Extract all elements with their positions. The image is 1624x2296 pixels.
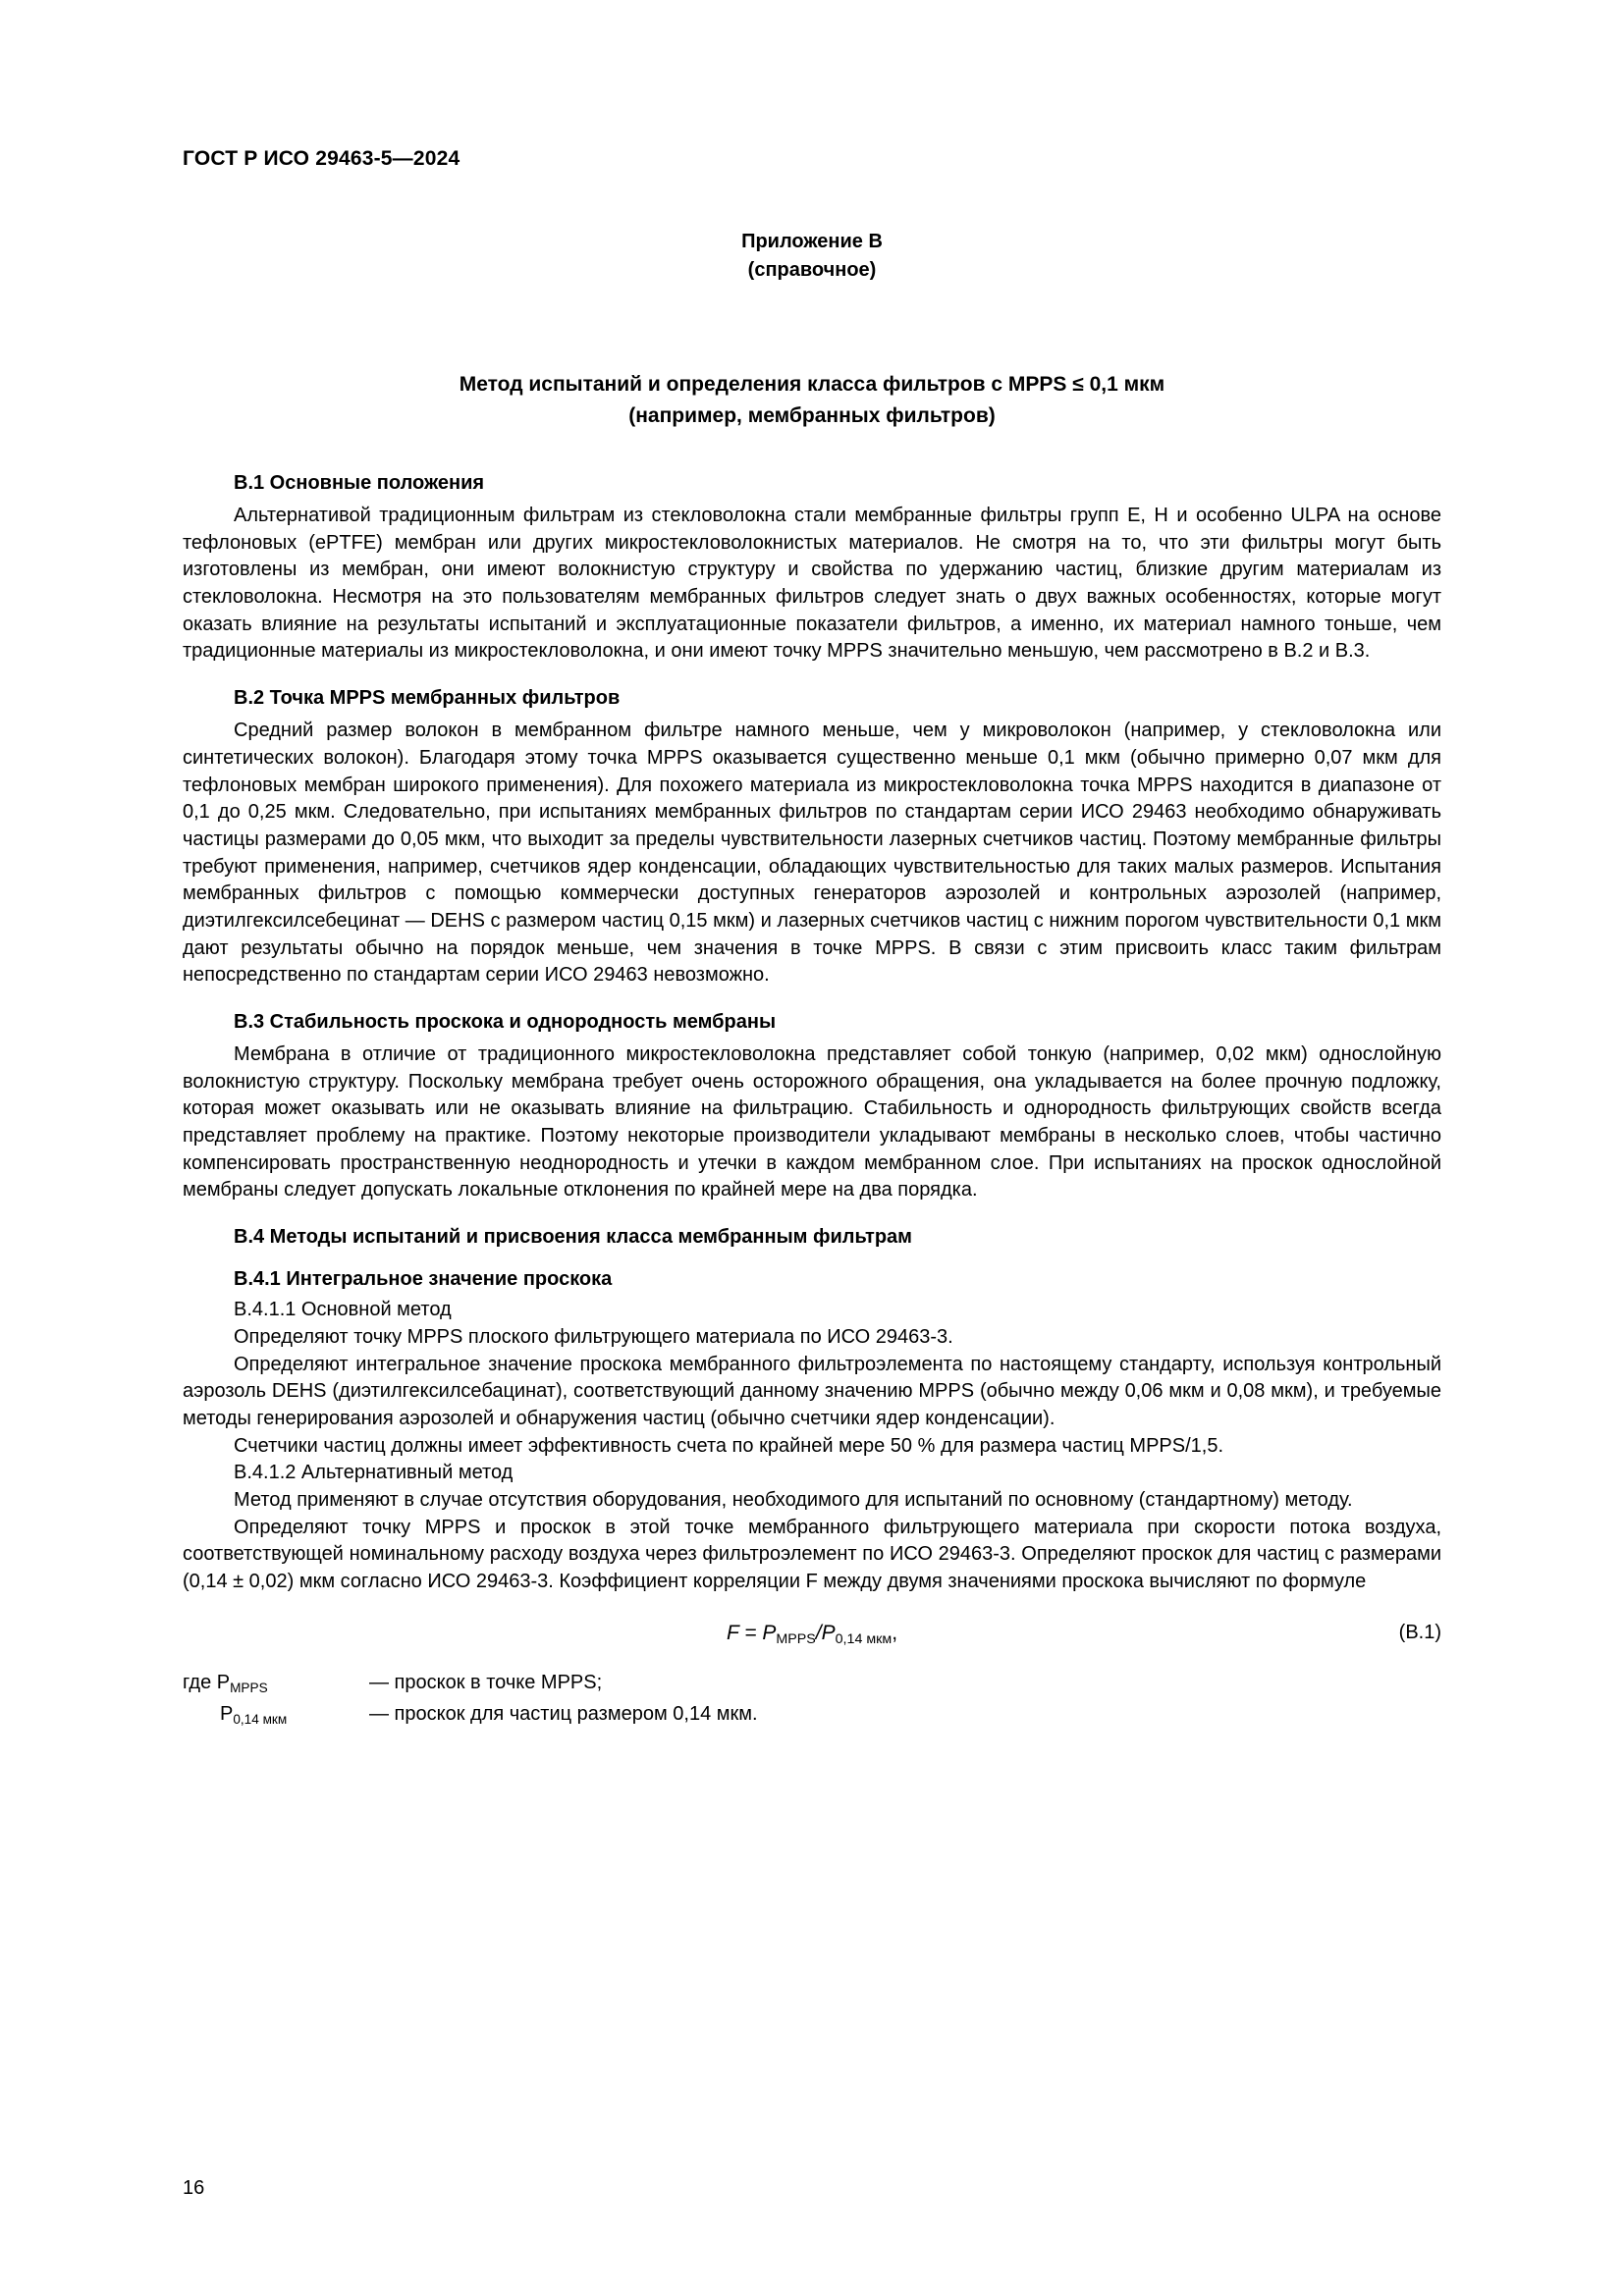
formula-part2: /P <box>815 1621 836 1644</box>
annex-main-title-line2: (например, мембранных фильтров) <box>628 403 996 427</box>
formula-def2-text: — проскок для частиц размером 0,14 мкм. <box>369 1702 758 1725</box>
formula-definition-1 <box>183 1667 1441 1698</box>
formula-part1: F = P <box>726 1621 777 1644</box>
section-b411-line2: Определяют точку MPPS плоского фильтрующего материала по ИСО 29463-3. <box>234 1325 953 1348</box>
formula-sub2: 0,14 мкм <box>835 1631 893 1648</box>
section-b3-paragraph: Мембрана в отличие от традиционного микростекловолокна представляет собой тонкую (например, 0,02 мкм) однослойную волокнистую структуру. Поскольку мембрана требует очень осторожного обращения, она укладывается на более прочную подложку, которая может оказывать или не оказывать влияние на фильтрацию. Стабильность и однородность фильтрующих свойств всегда представляет проблему на практике. Поэтому некоторые производители укладывают мембраны в несколько слоев, чтобы частично компенсировать пространственную неоднородность и утечки в каждом мембранном слое. При испытаниях на проскок однослойной мембраны следует допускать локальные отклонения по крайней мере на два порядка. <box>183 1043 1441 1201</box>
section-b411-label: В.4.1.1 Основной метод <box>234 1299 452 1321</box>
formula-def1-text: — проскок в точке MPPS; <box>369 1671 603 1693</box>
formula-where-label: где <box>183 1671 212 1693</box>
section-b412-paragraph2: Определяют точку MPPS и проскок в этой точке мембранного фильтрующего материала при скорости потока воздуха, соответствующей номинальному расходу воздуха через фильтроэлемент по ИСО 29463-3. Определяют проскок для частиц с размерами (0,14 ± 0,02) мкм согласно ИСО 29463-3. Коэффициент корреляции F между двумя значениями проскока вычисляют по формуле <box>183 1516 1441 1592</box>
section-b1-paragraph: Альтернативой традиционным фильтрам из стекловолокна стали мембранные фильтры групп E, H и особенно ULPA на основе тефлоновых (ePTFE) мембран или других микростекловолокнистых материалов. Не смотря на то, что эти фильтры могут быть изготовлены из мембран, они имеют волокнистую структуру и свойства по удержанию частиц, близкие другим материалам из стекловолокна. Несмотря на это пользователям мембранных фильтров следует знать о двух важных особенностях, которые могут оказать влияние на результаты испытаний и эксплуатационные показатели фильтров, а именно, их материал намного тоньше, чем традиционные материалы из микростекловолокна, и они имеют точку MPPS значительно меньшую, чем рассмотрено в В.2 и В.3. <box>183 505 1441 663</box>
formula-def1-symbol: P <box>216 1671 231 1693</box>
formula-def2-symbol: P <box>220 1702 234 1725</box>
section-heading-b1: В.1 Основные положения <box>234 472 485 494</box>
formula-def1-sub: MPPS <box>230 1681 268 1696</box>
section-heading-b41: В.4.1 Интегральное значение проскока <box>234 1268 613 1291</box>
formula-number: (В.1) <box>1398 1621 1441 1643</box>
page-number: 16 <box>183 2177 205 2199</box>
annex-subtitle: (справочное) <box>747 259 877 281</box>
annex-main-title <box>183 369 1441 431</box>
section-heading-b2: В.2 Точка MPPS мембранных фильтров <box>234 687 621 710</box>
formula-where-label-row <box>183 1667 369 1698</box>
section-heading-b3: В.3 Стабильность проскока и однородность мембраны <box>234 1011 777 1033</box>
formula-def2-sub: 0,14 мкм <box>233 1712 288 1728</box>
document-header: ГОСТ Р ИСО 29463-5—2024 <box>183 147 460 170</box>
section-b411-paragraph1: Определяют интегральное значение проскока мембранного фильтроэлемента по настоящему стандарту, используя контрольный аэрозоль DEHS (диэтилгексилсебацинат), соответствующий данному значению MPPS (обычно между 0,06 мкм и 0,08 мкм), и требуемые методы генерирования аэрозолей и обнаружения частиц (обычно счетчики ядер конденсации). <box>183 1353 1441 1429</box>
section-b2-paragraph: Средний размер волокон в мембранном фильтре намного меньше, чем у микроволокон (например, у стекловолокна или синтетических волокон). Благодаря этому точка MPPS оказывается существенно меньше 0,1 мкм (обычно примерно 0,07 мкм для тефлоновых мембран широкого применения). Для похожего материала из микростекловолокна точка MPPS находится в диапазоне от 0,1 до 0,25 мкм. Следовательно, при испытаниях мембранных фильтров по стандартам серии ИСО 29463 необходимо обнаруживать частицы размерами до 0,05 мкм, что выходит за пределы чувствительности лазерных счетчиков частиц. Поэтому мембранные фильтры требуют применения, например, счетчиков ядер конденсации, обладающих чувствительностью для таких малых размеров. Испытания мембранных фильтров с помощью коммерчески доступных генераторов аэрозолей и контрольных аэрозолей (например, диэтилгексилсебецинат — DEHS с размером частиц 0,15 мкм) и лазерных счетчиков частиц с нижним порогом чувствительности 0,1 мкм дают результаты обычно на порядок меньше, чем значения в точке MPPS. В связи с этим присвоить класс таким фильтрам непосредственно по стандартам серии ИСО 29463 невозможно. <box>183 720 1441 987</box>
annex-title: Приложение В <box>741 231 883 252</box>
section-heading-b4: В.4 Методы испытаний и присвоения класса мембранным фильтрам <box>234 1226 912 1249</box>
section-b412-label: В.4.1.2 Альтернативный метод <box>234 1462 514 1484</box>
section-b412-paragraph1: Метод применяют в случае отсутствия оборудования, необходимого для испытаний по основному (стандартному) методу. <box>234 1488 1353 1511</box>
formula-sub1: MPPS <box>776 1631 816 1648</box>
formula-definition-2 <box>183 1698 1441 1730</box>
formula-def2-symbol-row <box>183 1698 369 1730</box>
formula-expression <box>726 1621 898 1648</box>
annex-heading <box>183 228 1441 285</box>
annex-main-title-line1: Метод испытаний и определения класса фильтров с MPPS ≤ 0,1 мкм <box>459 373 1165 396</box>
formula-comma: , <box>892 1621 898 1644</box>
section-b411-paragraph2: Счетчики частиц должны имеет эффективность счета по крайней мере 50 % для размера частиц MPPS/1,5. <box>234 1434 1224 1457</box>
formula-block <box>183 1621 1441 1648</box>
